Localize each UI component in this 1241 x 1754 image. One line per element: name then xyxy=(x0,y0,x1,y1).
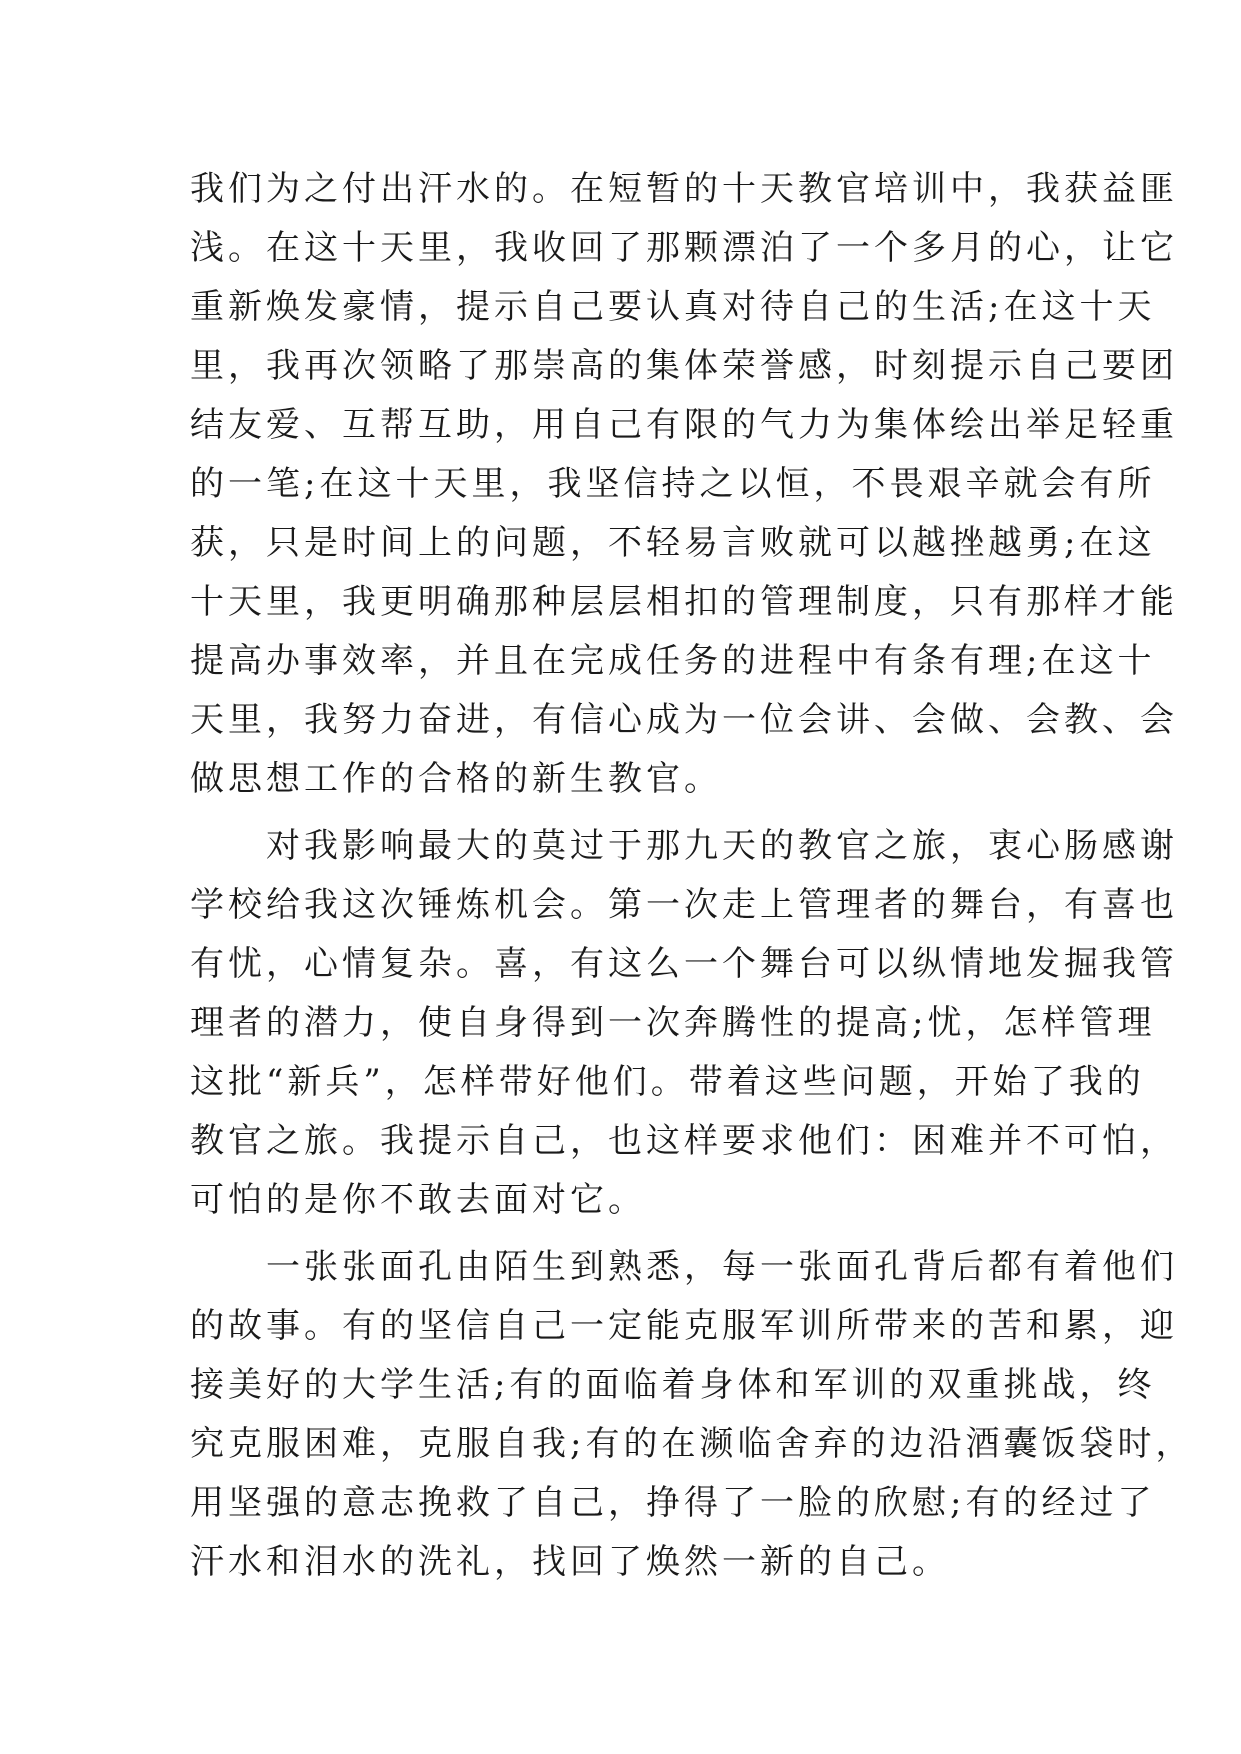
text-line: 十天里，我更明确那种层层相扣的管理制度，只有那样才能 xyxy=(190,582,1178,622)
text-line: 对我影响最大的莫过于那九天的教官之旅，衷心肠感谢 xyxy=(190,826,1178,866)
paragraph-spacer xyxy=(190,1230,1070,1238)
text-line: 一张张面孔由陌生到熟悉，每一张面孔背后都有着他们 xyxy=(190,1247,1178,1287)
text-line: 的故事。有的坚信自己一定能克服军训所带来的苦和累，迎 xyxy=(190,1306,1178,1346)
paragraph-1 xyxy=(190,160,1178,809)
text-line: 里，我再次领略了那崇高的集体荣誉感，时刻提示自己要团 xyxy=(190,346,1178,386)
text-line: 学校给我这次锤炼机会。第一次走上管理者的舞台，有喜也 xyxy=(190,885,1178,925)
text-line: 可怕的是你不敢去面对它。 xyxy=(190,1180,646,1220)
text-line: 重新焕发豪情，提示自己要认真对待自己的生活;在这十天 xyxy=(190,287,1156,327)
text-line: 浅。在这十天里，我收回了那颗漂泊了一个多月的心，让它 xyxy=(190,228,1178,268)
text-line: 提高办事效率，并且在完成任务的进程中有条有理;在这十 xyxy=(190,641,1156,681)
document-body xyxy=(190,160,1194,1592)
text-line: 的一笔;在这十天里，我坚信持之以恒，不畏艰辛就会有所 xyxy=(190,464,1156,504)
text-line: 做思想工作的合格的新生教官。 xyxy=(190,759,722,799)
text-line: 我们为之付出汗水的。在短暂的十天教官培训中，我获益匪 xyxy=(190,169,1178,209)
text-line: 接美好的大学生活;有的面临着身体和军训的双重挑战，终 xyxy=(190,1365,1156,1405)
paragraph-spacer xyxy=(190,809,1070,817)
text-line: 结友爱、互帮互助，用自己有限的气力为集体绘出举足轻重 xyxy=(190,405,1178,445)
paragraph-2 xyxy=(190,817,1178,1230)
text-line: 获，只是时间上的问题，不轻易言败就可以越挫越勇;在这 xyxy=(190,523,1156,563)
text-line: 这批“新兵”，怎样带好他们。带着这些问题，开始了我的 xyxy=(190,1062,1145,1102)
text-line: 理者的潜力，使自身得到一次奔腾性的提高;忧，怎样管理 xyxy=(190,1003,1156,1043)
paragraph-3 xyxy=(190,1238,1194,1592)
text-line: 教官之旅。我提示自己，也这样要求他们：困难并不可怕， xyxy=(190,1121,1178,1161)
text-line: 有忧，心情复杂。喜，有这么一个舞台可以纵情地发掘我管 xyxy=(190,944,1178,984)
text-line: 究克服困难，克服自我;有的在濒临舍弃的边沿酒囊饭袋时， xyxy=(190,1424,1194,1464)
text-line: 天里，我努力奋进，有信心成为一位会讲、会做、会教、会 xyxy=(190,700,1178,740)
text-line: 汗水和泪水的洗礼，找回了焕然一新的自己。 xyxy=(190,1542,950,1582)
text-line: 用坚强的意志挽救了自己，挣得了一脸的欣慰;有的经过了 xyxy=(190,1483,1156,1523)
